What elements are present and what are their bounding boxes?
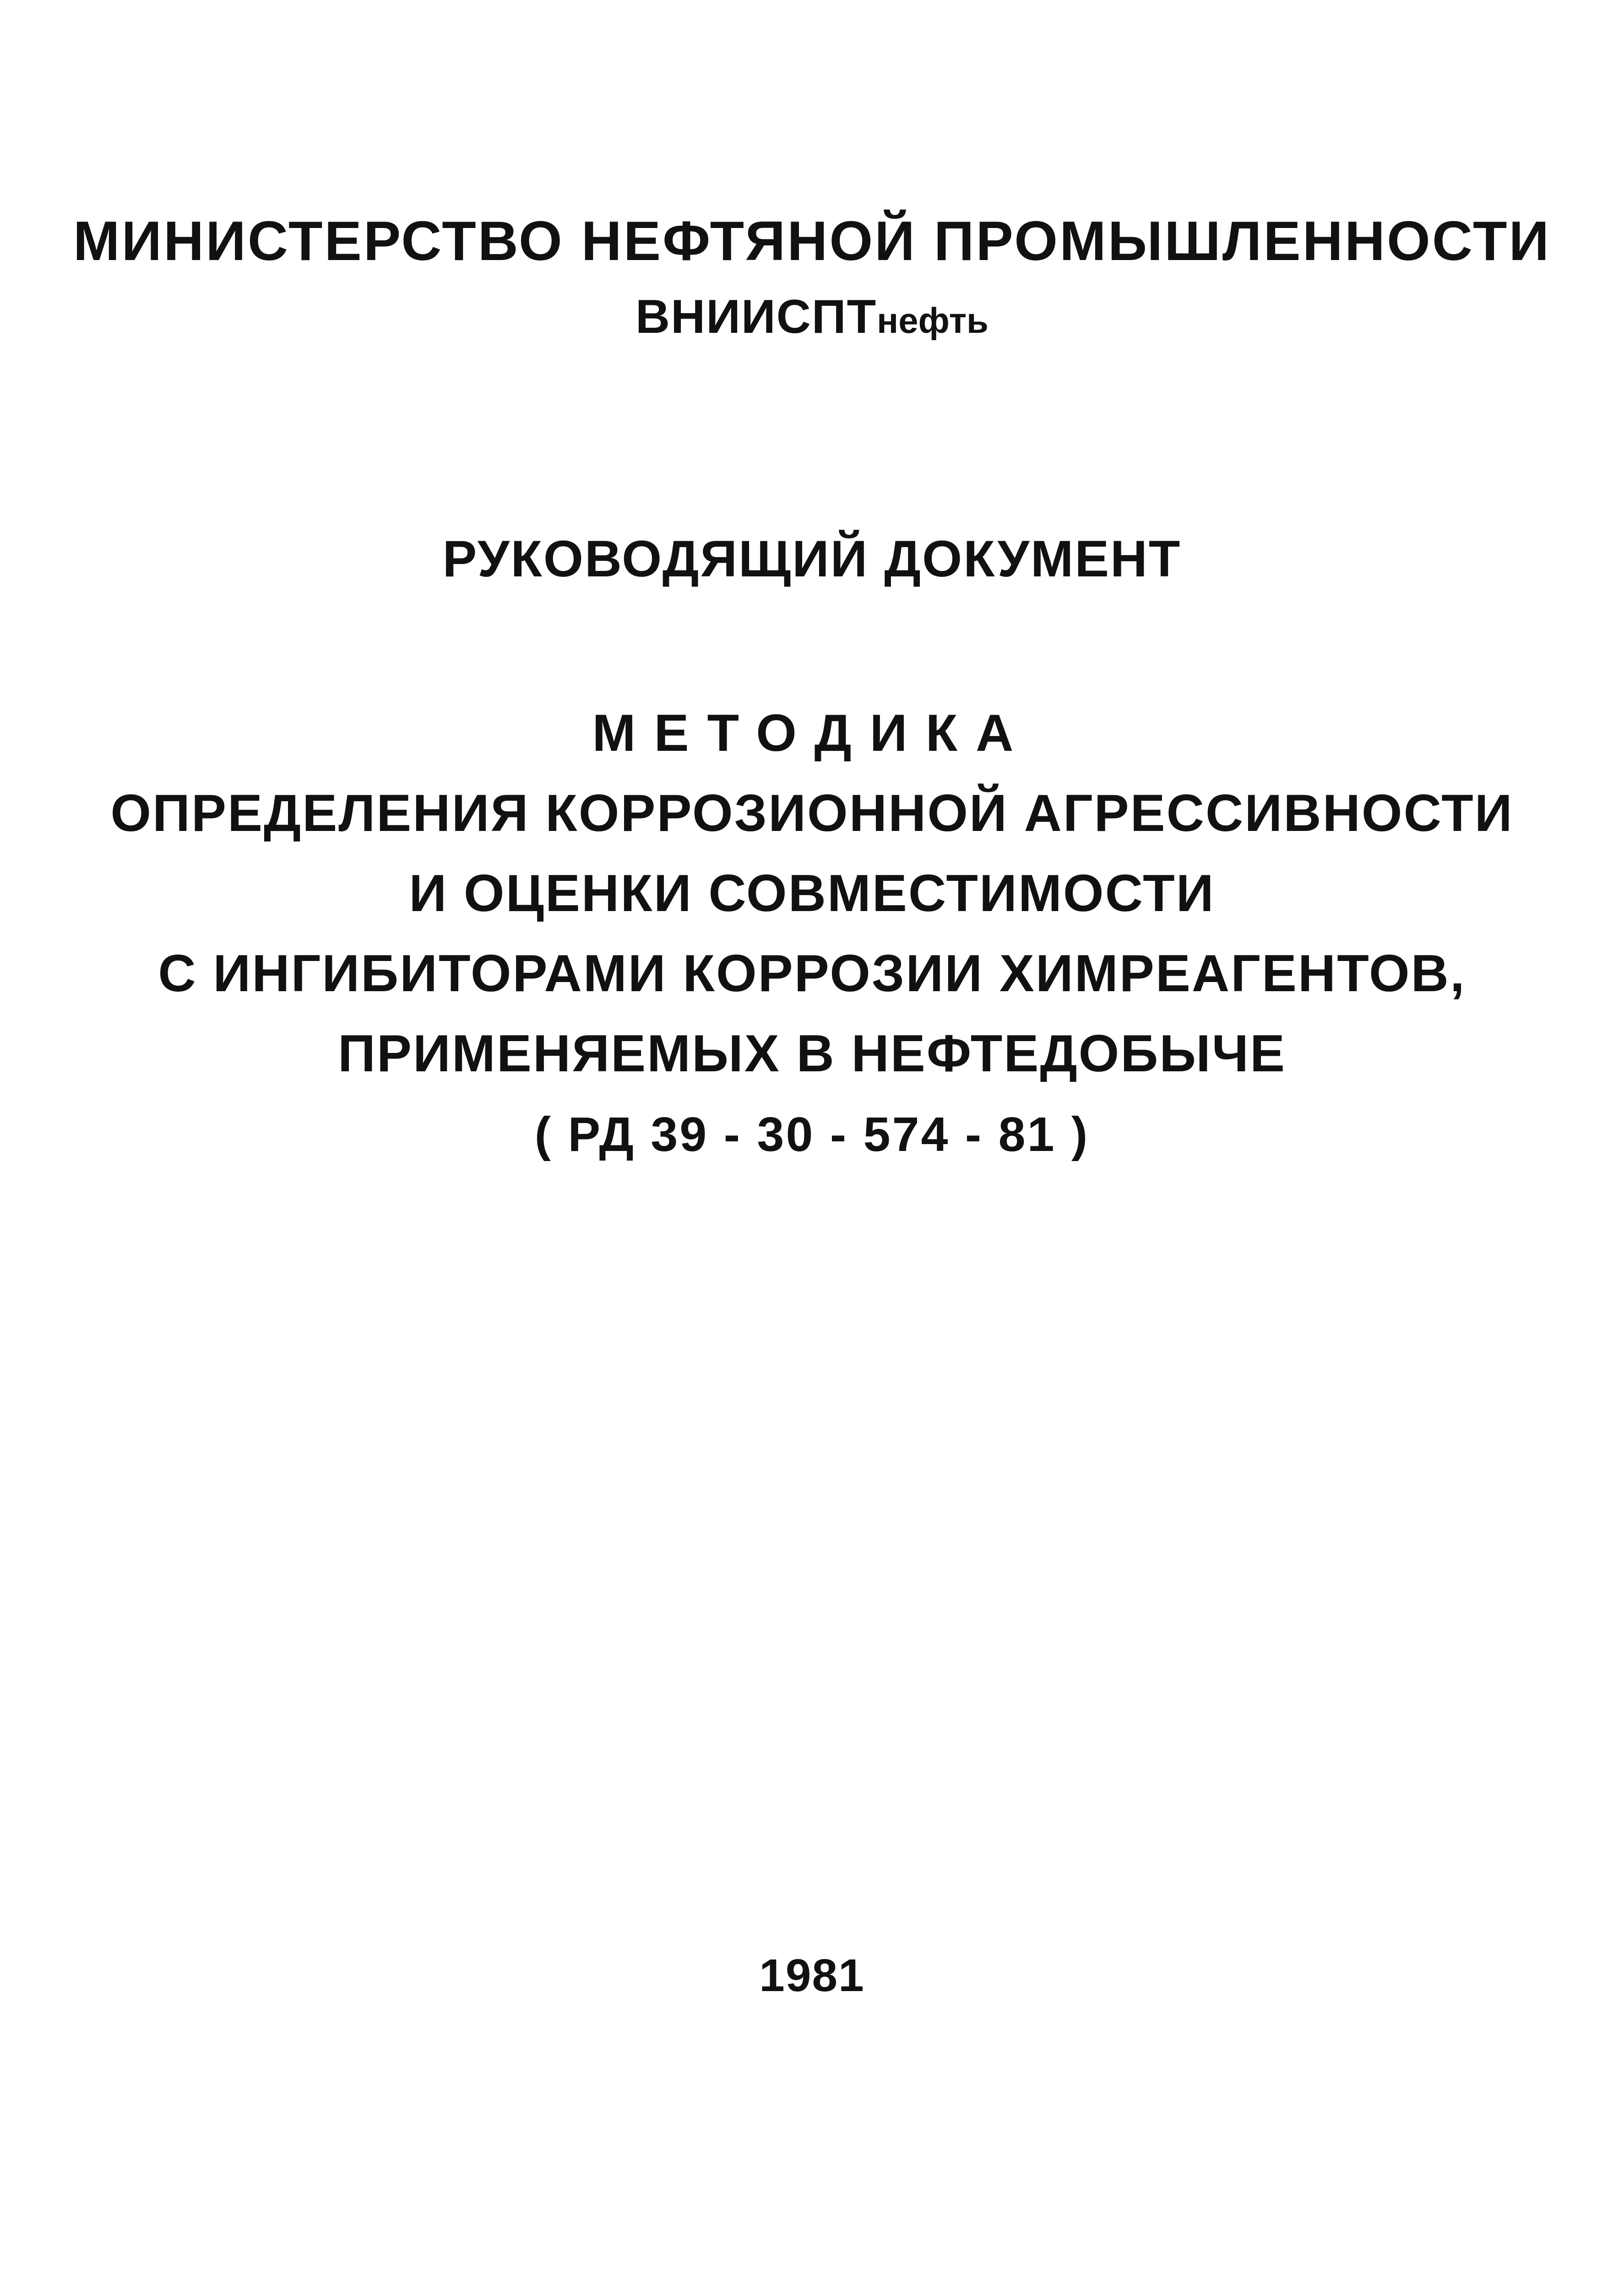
document-code: ( РД 39 - 30 - 574 - 81 ) [534, 1107, 1090, 1161]
subtitle-line: С ИНГИБИТОРАМИ КОРРОЗИИ ХИМРЕАГЕНТОВ, [158, 944, 1466, 1003]
subtitle-line: ОПРЕДЕЛЕНИЯ КОРРОЗИОННОЙ АГРЕССИВНОСТИ [110, 784, 1514, 842]
subtitle-line: ПРИМЕНЯЕМЫХ В НЕФТЕДОБЫЧЕ [337, 1025, 1287, 1083]
publication-year: 1981 [759, 1950, 865, 2001]
subtitle-line: И ОЦЕНКИ СОВМЕСТИМОСТИ [409, 864, 1215, 923]
ministry-name: МИНИСТЕРСТВО НЕФТЯНОЙ ПРОМЫШЛЕННОСТИ [73, 210, 1551, 272]
document-title: МЕТОДИКА [592, 704, 1032, 762]
document-type: РУКОВОДЯЩИЙ ДОКУМЕНТ [442, 530, 1182, 587]
institute-name-suffix: нефть [877, 300, 989, 341]
institute-name [0, 290, 1624, 343]
institute-name-main: ВНИИСПТ [635, 290, 877, 343]
